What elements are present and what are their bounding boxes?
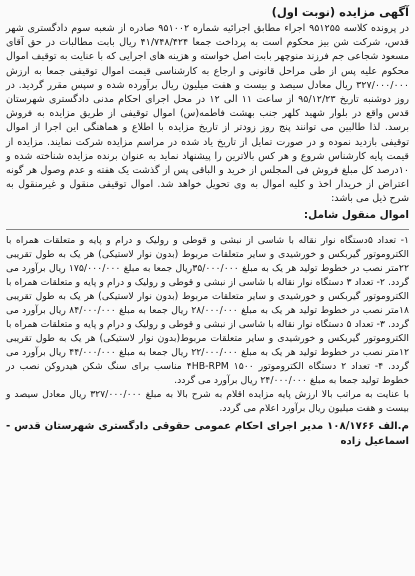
asset-items: ۱- تعداد ۵دستگاه نوار نقاله با شاسی از نبشی و قوطی و رولیک و درام و پایه و متعلقات همراه با الکتروموتور گیربکس و خورشیدی و سایر متعلقات مربوط (بدون نوار لاستیکی) هر یک به طول تقریبی ۲۲متر نصب در خطوط تولید هر یک به مبلغ ۳۵/۰۰۰/۰۰۰ریال جمعا به مبلغ ۱۷۵/۰۰۰/۰۰۰ ریال برآورد می گردد. ۲- تعداد ۳ دستگاه نوار نقاله با شاسی از نبشی و قوطی و رولیک و درام و پایه و متعلقات همراه با الکتروموتور گیربکس و خورشیدی و سایر متعلقات مربوط (بدون نوار لاستیکی) هر یک به طول تقریبی ۱۸متر نصب در خطوط تولید هر یک به مبلغ ۲۸/۰۰۰/۰۰۰ ریال جمعا به مبلغ ۸۴/۰۰۰/۰۰۰ ریال برآورد می گردد. ۳- تعداد ۵ دستگاه نوار نقاله با شاسی از نبشی و قوطی و رولیک و درام و پایه و متعلقات همراه با الکتروموتور گیربکس و خورشیدی و سایر متعلقات مربوط(بدون نوار لاستیکی) هر یک به طول تقریبی ۱۲متر نصب در خطوط تولید هر یک به مبلغ ۲۲/۰۰۰/۰۰۰ ریال جمعا به مبلغ ۴۴/۰۰۰/۰۰۰ ریال برآورد می گردد. ۴- تعداد ۲ دستگاه الکتروموتور ۴HB-RPM ۱۵۰۰ مناسب برای سنگ شکن هیدروکن نصب در خطوط تولید جمعا به مبلغ ۲۴/۰۰۰/۰۰۰ ریال برآورد می گردد. [6,234,410,386]
section-divider [6,229,409,230]
notice-signature: م.الف ۱۰۸/۱۷۶۶ مدیر اجرای احکام عمومی حقوقی دادگستری شهرستان قدس - اسماعیل زاده [6,420,409,447]
notice-closing: با عنایت به مراتب بالا ارزش پایه مزایده اقلام به شرح بالا به مبلغ ۳۲۷/۰۰۰/۰۰۰ ریال معادل سیصد و بیست و هفت میلیون ریال برآورد اعلام می گردد. [6,388,409,414]
notice-intro: در پرونده کلاسه ۹۵۱۲۵۵ اجراء مطابق اجرائیه شماره ۹۵۱۰۰۲ صادره از شعبه سوم دادگستری شهر قدس، شرکت شن بیز محکوم است به پرداخت جمعا ۴۱/۷۴۸/۴۲۴ ریال بابت مطالبات در حق آقای مسعود شجاعی جم فرزند منوچهر بابت اصل خواسته و هزینه های اجرایی که با عنایت به توقیف اموال محکوم علیه پس از طی مراحل قانونی و ارجاع به کارشناسی قیمت اموال توقیفی جمعا به ارزش ۳۲۷/۰۰۰/۰۰۰ ریال معادل سیصد و بیست و هفت میلیون ریال برآورده شده و سپس مقرر گردید. در روز دوشنبه تاریخ ۹۵/۱۲/۲۳ از ساعت ۱۱ الی ۱۲ در محل اجرای احکام مدنی دادگستری شهرستان قدس واقع در بلوار شهید کلهر جنب بهشت فاطمه(س) اموال توقیفی از طریق مزایده به فروش برسد. لذا طالبین می توانند پنج روز زودتر از تاریخ مزایده با اطلاع و هماهنگی این اجرا از اموال توقیفی بازدید نموده و در صورت تمایل از تاریخ یاد شده در مراسم مزایده شرکت نمایند. مزایده از قیمت پایه کارشناس شروع و هر کس بالاترین را پیشنهاد نماید به عنوان برنده مزایده شناخته شده و ۱۰درصد کل مبلغ فروش فی المجلس از خرید و الباقی پس از گذشت یک هفته و عدم وصول هر گونه اعتراض از خریدار اخذ و کلیه اموال به وی تحویل خواهد شد. اموال توقیفی منقول و غیرمنقول به شرح ذیل می باشد: [6,23,410,205]
notice-title: آگهی مزایده (نوبت اول) [271,5,409,19]
movable-assets-heading: اموال منقول شامل: [303,208,409,221]
